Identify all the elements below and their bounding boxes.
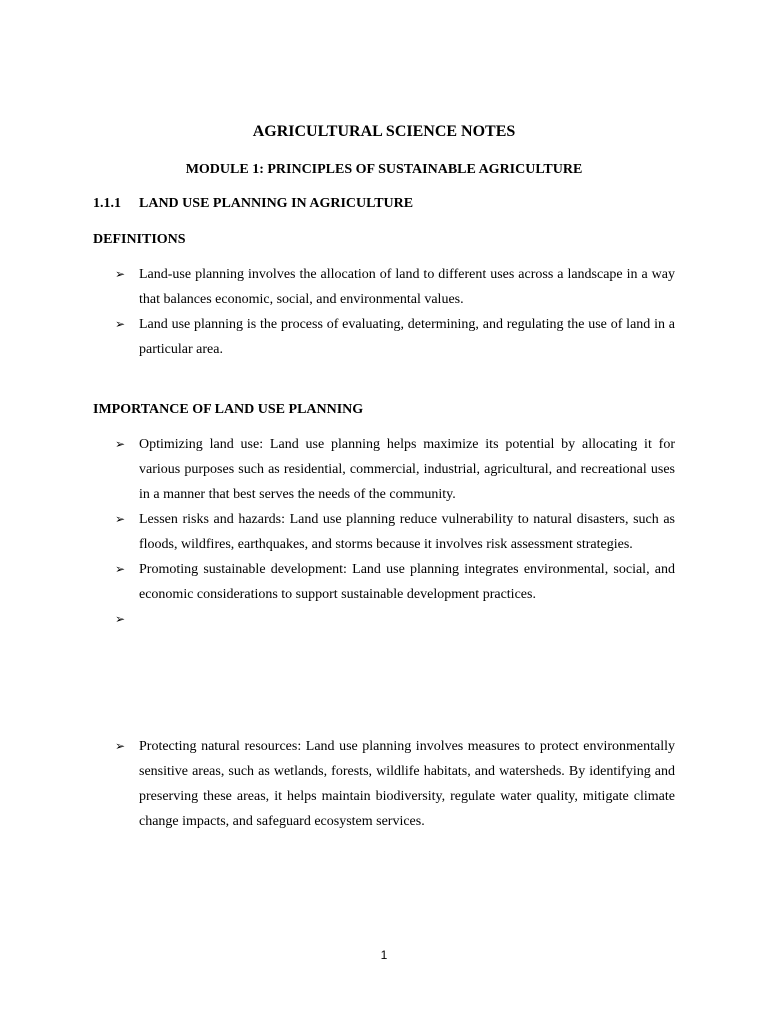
list-item-text: Optimizing land use: Land use planning helps maximize its potential by allocating it for various purposes such as residential, commercial, industrial, agricultural, and recreational uses in a manner that best serves the needs of the community.	[139, 437, 675, 502]
list-item	[115, 312, 675, 362]
list-item	[115, 507, 675, 557]
definitions-list	[115, 262, 675, 362]
list-item	[115, 734, 675, 834]
importance-heading: IMPORTANCE OF LAND USE PLANNING	[93, 402, 364, 417]
list-item-text: Lessen risks and hazards: Land use planning reduce vulnerability to natural disasters, such as floods, wildfires, earthquakes, and storms because it involves risk assessment strategies.	[139, 512, 675, 552]
module-heading: MODULE 1: PRINCIPLES OF SUSTAINABLE AGRICULTURE	[185, 162, 583, 177]
section-number: 1.1.1	[93, 196, 121, 211]
arrowhead-bullet-icon: ➢	[115, 612, 126, 626]
list-item-text: Protecting natural resources: Land use planning involves measures to protect environmentally sensitive areas, such as wetlands, forests, wildlife habitats, and watersheds. By identifying and preserving these areas, it helps maintain biodiversity, regulate water quality, mitigate climate change impacts, and safeguard ecosystem services.	[139, 739, 675, 829]
arrowhead-bullet-icon: ➢	[115, 317, 126, 331]
section-title: LAND USE PLANNING IN AGRICULTURE	[139, 196, 414, 211]
arrowhead-bullet-icon: ➢	[115, 739, 126, 753]
arrowhead-bullet-icon: ➢	[115, 437, 126, 451]
arrowhead-bullet-icon: ➢	[115, 512, 126, 526]
page-number: 1	[380, 948, 388, 962]
list-item	[115, 262, 675, 312]
list-item-empty	[115, 607, 675, 632]
importance-list	[115, 432, 675, 632]
list-item-text: Land use planning is the process of evaluating, determining, and regulating the use of land in a particular area.	[139, 317, 675, 357]
arrowhead-bullet-icon: ➢	[115, 562, 126, 576]
list-item-text: Promoting sustainable development: Land use planning integrates environmental, social, and economic considerations to support sustainable development practices.	[139, 562, 675, 602]
arrowhead-bullet-icon: ➢	[115, 267, 126, 281]
list-item	[115, 432, 675, 507]
document-title: AGRICULTURAL SCIENCE NOTES	[252, 123, 516, 140]
list-item	[115, 557, 675, 607]
definitions-heading: DEFINITIONS	[93, 232, 186, 247]
section-heading	[93, 195, 413, 213]
importance-list-continued	[115, 734, 675, 834]
list-item-text: Land-use planning involves the allocation of land to different uses across a landscape in a way that balances economic, social, and environmental values.	[139, 267, 675, 307]
